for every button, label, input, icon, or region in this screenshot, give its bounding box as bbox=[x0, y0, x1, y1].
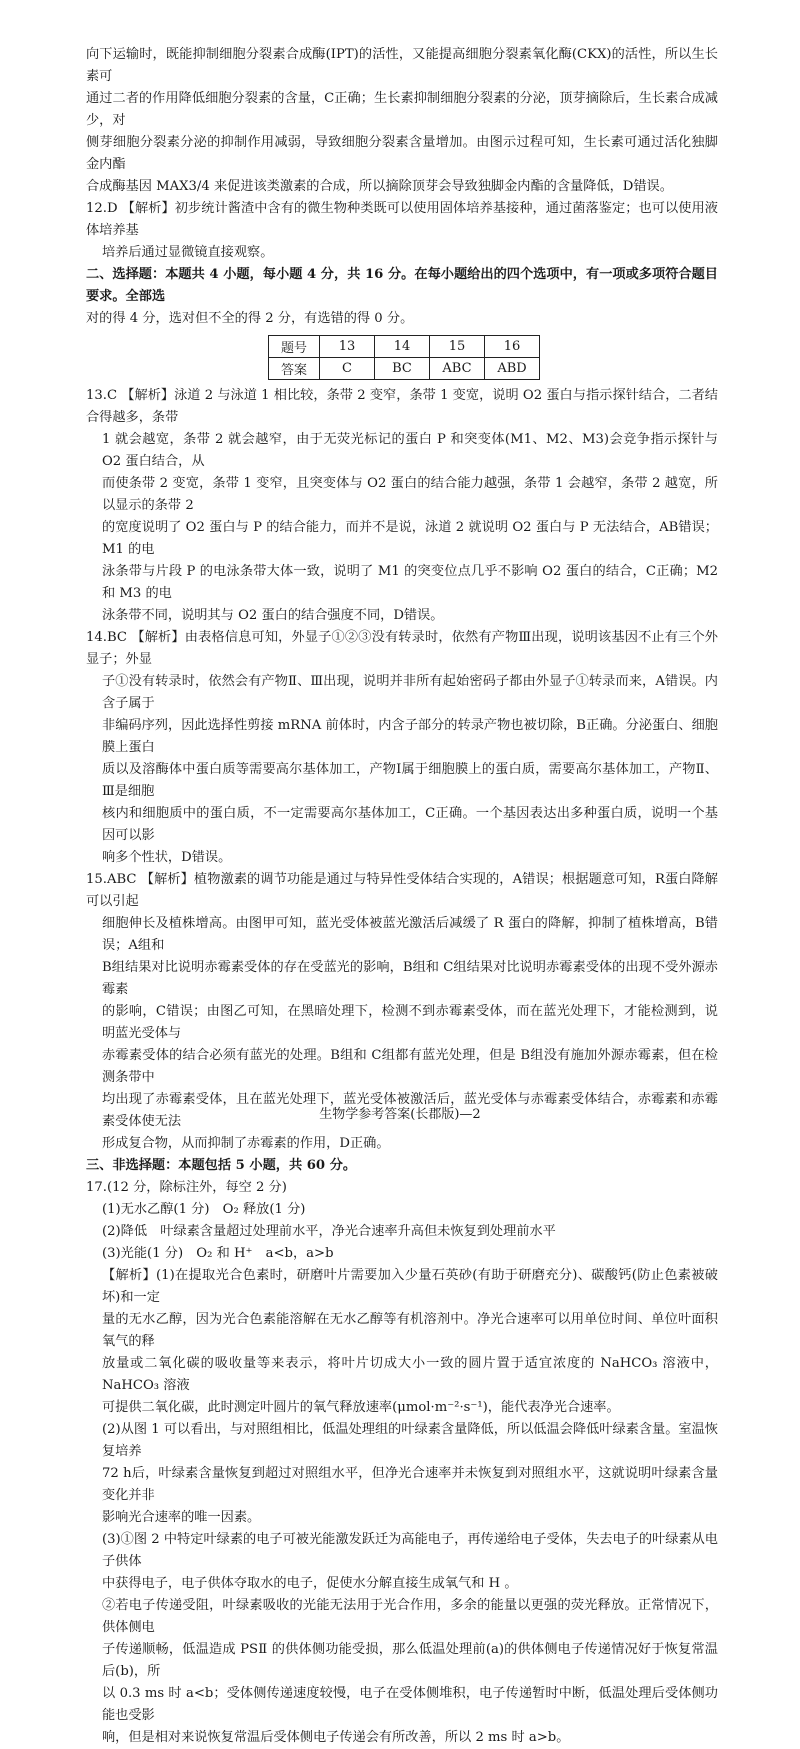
q17-analysis-line: 响，但是相对来说恢复常温后受体侧电子传递会有所改善，所以 2 ms 时 a>b。 bbox=[102, 1730, 570, 1745]
q17-analysis-line: 影响光合速率的唯一因素。 bbox=[102, 1510, 261, 1525]
table-cell: ABC bbox=[430, 358, 485, 380]
q13-line: 泳条带与片段 P 的电泳条带大体一致，说明了 M1 的突变位点几乎不影响 O2 蛋白的结合，C正确；M2 和 M3 的电 bbox=[102, 564, 718, 601]
q17-analysis-line: 子传递顺畅，低温造成 PSⅡ 的供体侧功能受损，那么低温处理前(a)的供体侧电子传递情况好于恢复常温后(b)，所 bbox=[102, 1642, 718, 1679]
q17-analysis-line: 量的无水乙醇，因为光合色素能溶解在无水乙醇等有机溶剂中。净光合速率可以用单位时间、单位叶面积氧气的释 bbox=[102, 1312, 718, 1349]
table-cell: 16 bbox=[485, 336, 540, 358]
q17-analysis-line: (3)①图 2 中特定叶绿素的电子可被光能激发跃迁为高能电子，再传递给电子受体，失去电子的叶绿素从电子供体 bbox=[102, 1532, 718, 1569]
table-cell: 13 bbox=[320, 336, 375, 358]
table-cell: 15 bbox=[430, 336, 485, 358]
q11-continuation-line: 合成酶基因 MAX3/4 来促进该类激素的合成，所以摘除顶芽会导致独脚金内酯的含量降低，D错误。 bbox=[86, 179, 673, 194]
q13-line: 的宽度说明了 O2 蛋白与 P 的结合能力，而并不是说，泳道 2 就说明 O2 蛋白与 P 无法结合，AB错误；M1 的电 bbox=[102, 520, 718, 557]
q17-analysis-line: 中获得电子，电子供体夺取水的电子，促使水分解直接生成氧气和 H 。 bbox=[102, 1576, 518, 1591]
q15-line: 赤霉素受体的结合必须有蓝光的处理。B组和 C组都有蓝光处理，但是 B组没有施加外源赤霉素，但在检测条带中 bbox=[102, 1048, 718, 1085]
q17-answer-3: (3)光能(1 分) O₂ 和 H⁺ a<b，a>b bbox=[102, 1246, 334, 1261]
q17-analysis-line: 可提供二氧化碳，此时测定叶圆片的氧气释放速率(μmol·m⁻²·s⁻¹)，能代表净光合速率。 bbox=[102, 1400, 620, 1415]
q12-line: 培养后通过显微镜直接观察。 bbox=[102, 245, 274, 260]
q17-analysis-line: 放量或二氧化碳的吸收量等来表示，将叶片切成大小一致的圆片置于适宜浓度的 NaHCO₃ 溶液中，NaHCO₃ 溶液 bbox=[102, 1356, 718, 1393]
q12-line: 12.D 【解析】初步统计酱渣中含有的微生物种类既可以使用固体培养基接种，通过菌落鉴定；也可以使用液体培养基 bbox=[86, 201, 718, 238]
table-cell: C bbox=[320, 358, 375, 380]
q13-line: 泳条带不同，说明其与 O2 蛋白的结合强度不同，D错误。 bbox=[102, 608, 444, 623]
answer-page bbox=[86, 44, 718, 1749]
q17-analysis-line: (2)从图 1 可以看出，与对照组相比，低温处理组的叶绿素含量降低，所以低温会降低叶绿素含量。室温恢复培养 bbox=[102, 1422, 718, 1459]
q13-line: 13.C 【解析】泳道 2 与泳道 1 相比较，条带 2 变窄，条带 1 变宽，说明 O2 蛋白与指示探针结合，二者结合得越多，条带 bbox=[86, 388, 718, 425]
q11-continuation-line: 通过二者的作用降低细胞分裂素的含量，C正确；生长素抑制细胞分裂素的分泌，顶芽摘除后，生长素合成减少，对 bbox=[86, 91, 718, 128]
q17-header: 17.(12 分，除标注外，每空 2 分) bbox=[86, 1180, 287, 1195]
table-cell: ABD bbox=[485, 358, 540, 380]
q14-line: 核内和细胞质中的蛋白质，不一定需要高尔基体加工，C正确。一个基因表达出多种蛋白质，说明一个基因可以影 bbox=[102, 806, 718, 843]
q15-line: 的影响，C错误；由图乙可知，在黑暗处理下，检测不到赤霉素受体，而在蓝光处理下，才能检测到，说明蓝光受体与 bbox=[102, 1004, 718, 1041]
q15-line: B组结果对比说明赤霉素受体的存在受蓝光的影响，B组和 C组结果对比说明赤霉素受体的出现不受外源赤霉素 bbox=[102, 960, 718, 997]
q14-line: 14.BC 【解析】由表格信息可知，外显子①②③没有转录时，依然有产物Ⅲ出现，说明该基因不止有三个外显子；外显 bbox=[86, 630, 718, 667]
q15-line: 均出现了赤霉素受体，且在蓝光处理下，蓝光受体被激活后，蓝光受体与赤霉素受体结合，赤霉素和赤霉素受体使无法 bbox=[102, 1092, 718, 1129]
table-cell: 14 bbox=[375, 336, 430, 358]
q11-continuation-line: 侧芽细胞分裂素分泌的抑制作用减弱，导致细胞分裂素含量增加。由图示过程可知，生长素可通过活化独脚金内酯 bbox=[86, 135, 718, 172]
q17-answer-2: (2)降低 叶绿素含量超过处理前水平，净光合速率升高但未恢复到处理前水平 bbox=[102, 1224, 556, 1239]
q17-analysis-line: 以 0.3 ms 时 a<b；受体侧传递速度较慢，电子在受体侧堆积，电子传递暂时中断，低温处理后受体侧功能也受影 bbox=[102, 1686, 718, 1723]
q13-line: 1 就会越宽，条带 2 就会越窄，由于无荧光标记的蛋白 P 和突变体(M1、M2、M3)会竞争指示探针与 O2 蛋白结合，从 bbox=[102, 432, 718, 469]
q15-line: 形成复合物，从而抑制了赤霉素的作用，D正确。 bbox=[102, 1136, 390, 1151]
q13-line: 而使条带 2 变宽，条带 1 变窄，且突变体与 O2 蛋白的结合能力越强，条带 1 会越窄，条带 2 越宽，所以显示的条带 2 bbox=[102, 476, 718, 513]
q17-analysis-line: ②若电子传递受阻，叶绿素吸收的光能无法用于光合作用，多余的能量以更强的荧光释放。正常情况下，供体侧电 bbox=[102, 1598, 718, 1635]
answer-table-row-questions bbox=[269, 336, 540, 358]
page-footer: 生物学参考答案(长郡版)—2 bbox=[319, 1107, 481, 1122]
q15-line: 细胞伸长及植株增高。由图甲可知，蓝光受体被蓝光激活后减缓了 R 蛋白的降解，抑制了植株增高，B错误；A组和 bbox=[102, 916, 718, 953]
table-cell: BC bbox=[375, 358, 430, 380]
q14-line: 响多个性状，D错误。 bbox=[102, 850, 232, 865]
q11-continuation-line: 向下运输时，既能抑制细胞分裂素合成酶(IPT)的活性，又能提高细胞分裂素氧化酶(CKX)的活性，所以生长素可 bbox=[86, 47, 718, 84]
q14-line: 质以及溶酶体中蛋白质等需要高尔基体加工，产物Ⅰ属于细胞膜上的蛋白质，需要高尔基体加工，产物Ⅱ、Ⅲ是细胞 bbox=[102, 762, 718, 799]
q15-line: 15.ABC 【解析】植物激素的调节功能是通过与特异性受体结合实现的，A错误；根据题意可知，R蛋白降解可以引起 bbox=[86, 872, 718, 909]
q17-analysis-line: 72 h后，叶绿素含量恢复到超过对照组水平，但净光合速率并未恢复到对照组水平，这就说明叶绿素含量变化并非 bbox=[102, 1466, 718, 1503]
q14-line: 非编码序列，因此选择性剪接 mRNA 前体时，内含子部分的转录产物也被切除，B正确。分泌蛋白、细胞膜上蛋白 bbox=[102, 718, 718, 755]
answer-table bbox=[268, 335, 540, 380]
q17-analysis-line: 【解析】(1)在提取光合色素时，研磨叶片需要加入少量石英砂(有助于研磨充分)、碳酸钙(防止色素被破坏)和一定 bbox=[102, 1268, 718, 1305]
table-cell: 答案 bbox=[269, 358, 320, 380]
q14-line: 子①没有转录时，依然会有产物Ⅱ、Ⅲ出现，说明并非所有起始密码子都由外显子①转录而来，A错误。内含子属于 bbox=[102, 674, 718, 711]
answer-table-row-answers bbox=[269, 358, 540, 380]
table-cell: 题号 bbox=[269, 336, 320, 358]
section2-title-cont: 对的得 4 分，选对但不全的得 2 分，有选错的得 0 分。 bbox=[86, 311, 414, 326]
section2-title: 二、选择题：本题共 4 小题，每小题 4 分，共 16 分。在每小题给出的四个选项中，有一项或多项符合题目要求。全部选 bbox=[86, 267, 718, 304]
q17-answer-1: (1)无水乙醇(1 分) O₂ 释放(1 分) bbox=[102, 1202, 306, 1217]
section3-title: 三、非选择题：本题包括 5 小题，共 60 分。 bbox=[86, 1158, 357, 1173]
